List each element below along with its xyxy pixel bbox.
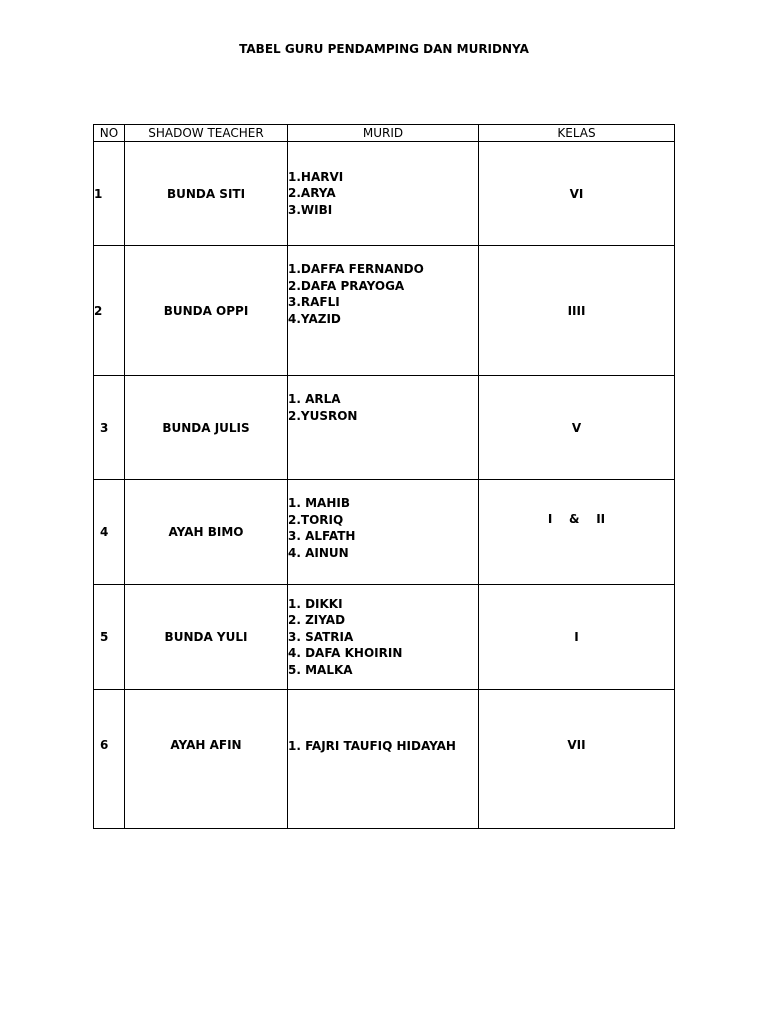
student-list-cell [288,690,479,829]
teacher-student-table [93,124,675,829]
student-list [288,169,478,219]
row-number: 6 [94,690,125,829]
class-cell [479,142,675,246]
class-cell [479,246,675,376]
student-item: 4. DAFA KHOIRIN [288,646,403,661]
teacher-name: BUNDA YULI [125,585,288,690]
student-item: 2. ZIYAD [288,613,346,628]
student-item: 3. ALFATH [288,529,356,543]
student-list [288,246,478,327]
table-row [94,376,675,480]
table-row [94,585,675,690]
teacher-name: BUNDA JULIS [125,376,288,480]
student-item: 2.ARYA [288,186,336,201]
student-item: 4. AINUN [288,545,349,560]
header-no: NO [94,125,125,142]
student-item: 1. FAJRI TAUFIQ HIDAYAH [288,739,456,753]
row-number: 1 [94,142,125,246]
student-list-cell [288,585,479,690]
class-value: VI [569,186,584,201]
student-list [288,376,478,424]
student-list-cell [288,480,479,585]
class-value: IIII [567,303,586,318]
row-number: 5 [94,585,125,690]
class-value: V [571,420,582,435]
header-shadow-teacher: SHADOW TEACHER [125,125,288,142]
student-item: 3.WIBI [288,202,333,217]
class-value: VII [567,738,586,752]
header-murid: MURID [288,125,479,142]
class-cell [479,585,675,690]
student-item: 1.HARVI [288,169,344,184]
teacher-name: BUNDA SITI [125,142,288,246]
student-item: 2.TORIQ [288,512,344,527]
class-cell [479,376,675,480]
class-cell [479,480,675,585]
student-list-cell [288,142,479,246]
student-item: 1.DAFFA FERNANDO [288,262,424,276]
student-item: 1. DIKKI [288,596,343,611]
student-item: 5. MALKA [288,662,353,677]
table-header-row [94,125,675,142]
student-list [288,480,478,561]
table-row [94,690,675,829]
student-item: 2.DAFA PRAYOGA [288,278,405,293]
teacher-name: AYAH BIMO [125,480,288,585]
page-title: TABEL GURU PENDAMPING DAN MURIDNYA [239,42,529,56]
student-item: 2.YUSRON [288,408,358,423]
student-list-cell [288,246,479,376]
student-item: 1. ARLA [288,392,341,406]
row-number: 3 [94,376,125,480]
student-list [288,738,478,755]
row-number: 2 [94,246,125,376]
teacher-name: AYAH AFIN [125,690,288,829]
student-item: 4.YAZID [288,311,341,326]
header-kelas: KELAS [479,125,675,142]
row-number: 4 [94,480,125,585]
class-value: I & II [547,512,606,526]
teacher-name: BUNDA OPPI [125,246,288,376]
table-row [94,246,675,376]
class-value: I [574,630,579,644]
table-row [94,142,675,246]
class-cell [479,690,675,829]
student-list-cell [288,376,479,480]
student-item: 3. SATRIA [288,629,354,644]
student-list [288,596,478,679]
table-row [94,480,675,585]
student-item: 3.RAFLI [288,295,340,309]
student-item: 1. MAHIB [288,496,350,510]
